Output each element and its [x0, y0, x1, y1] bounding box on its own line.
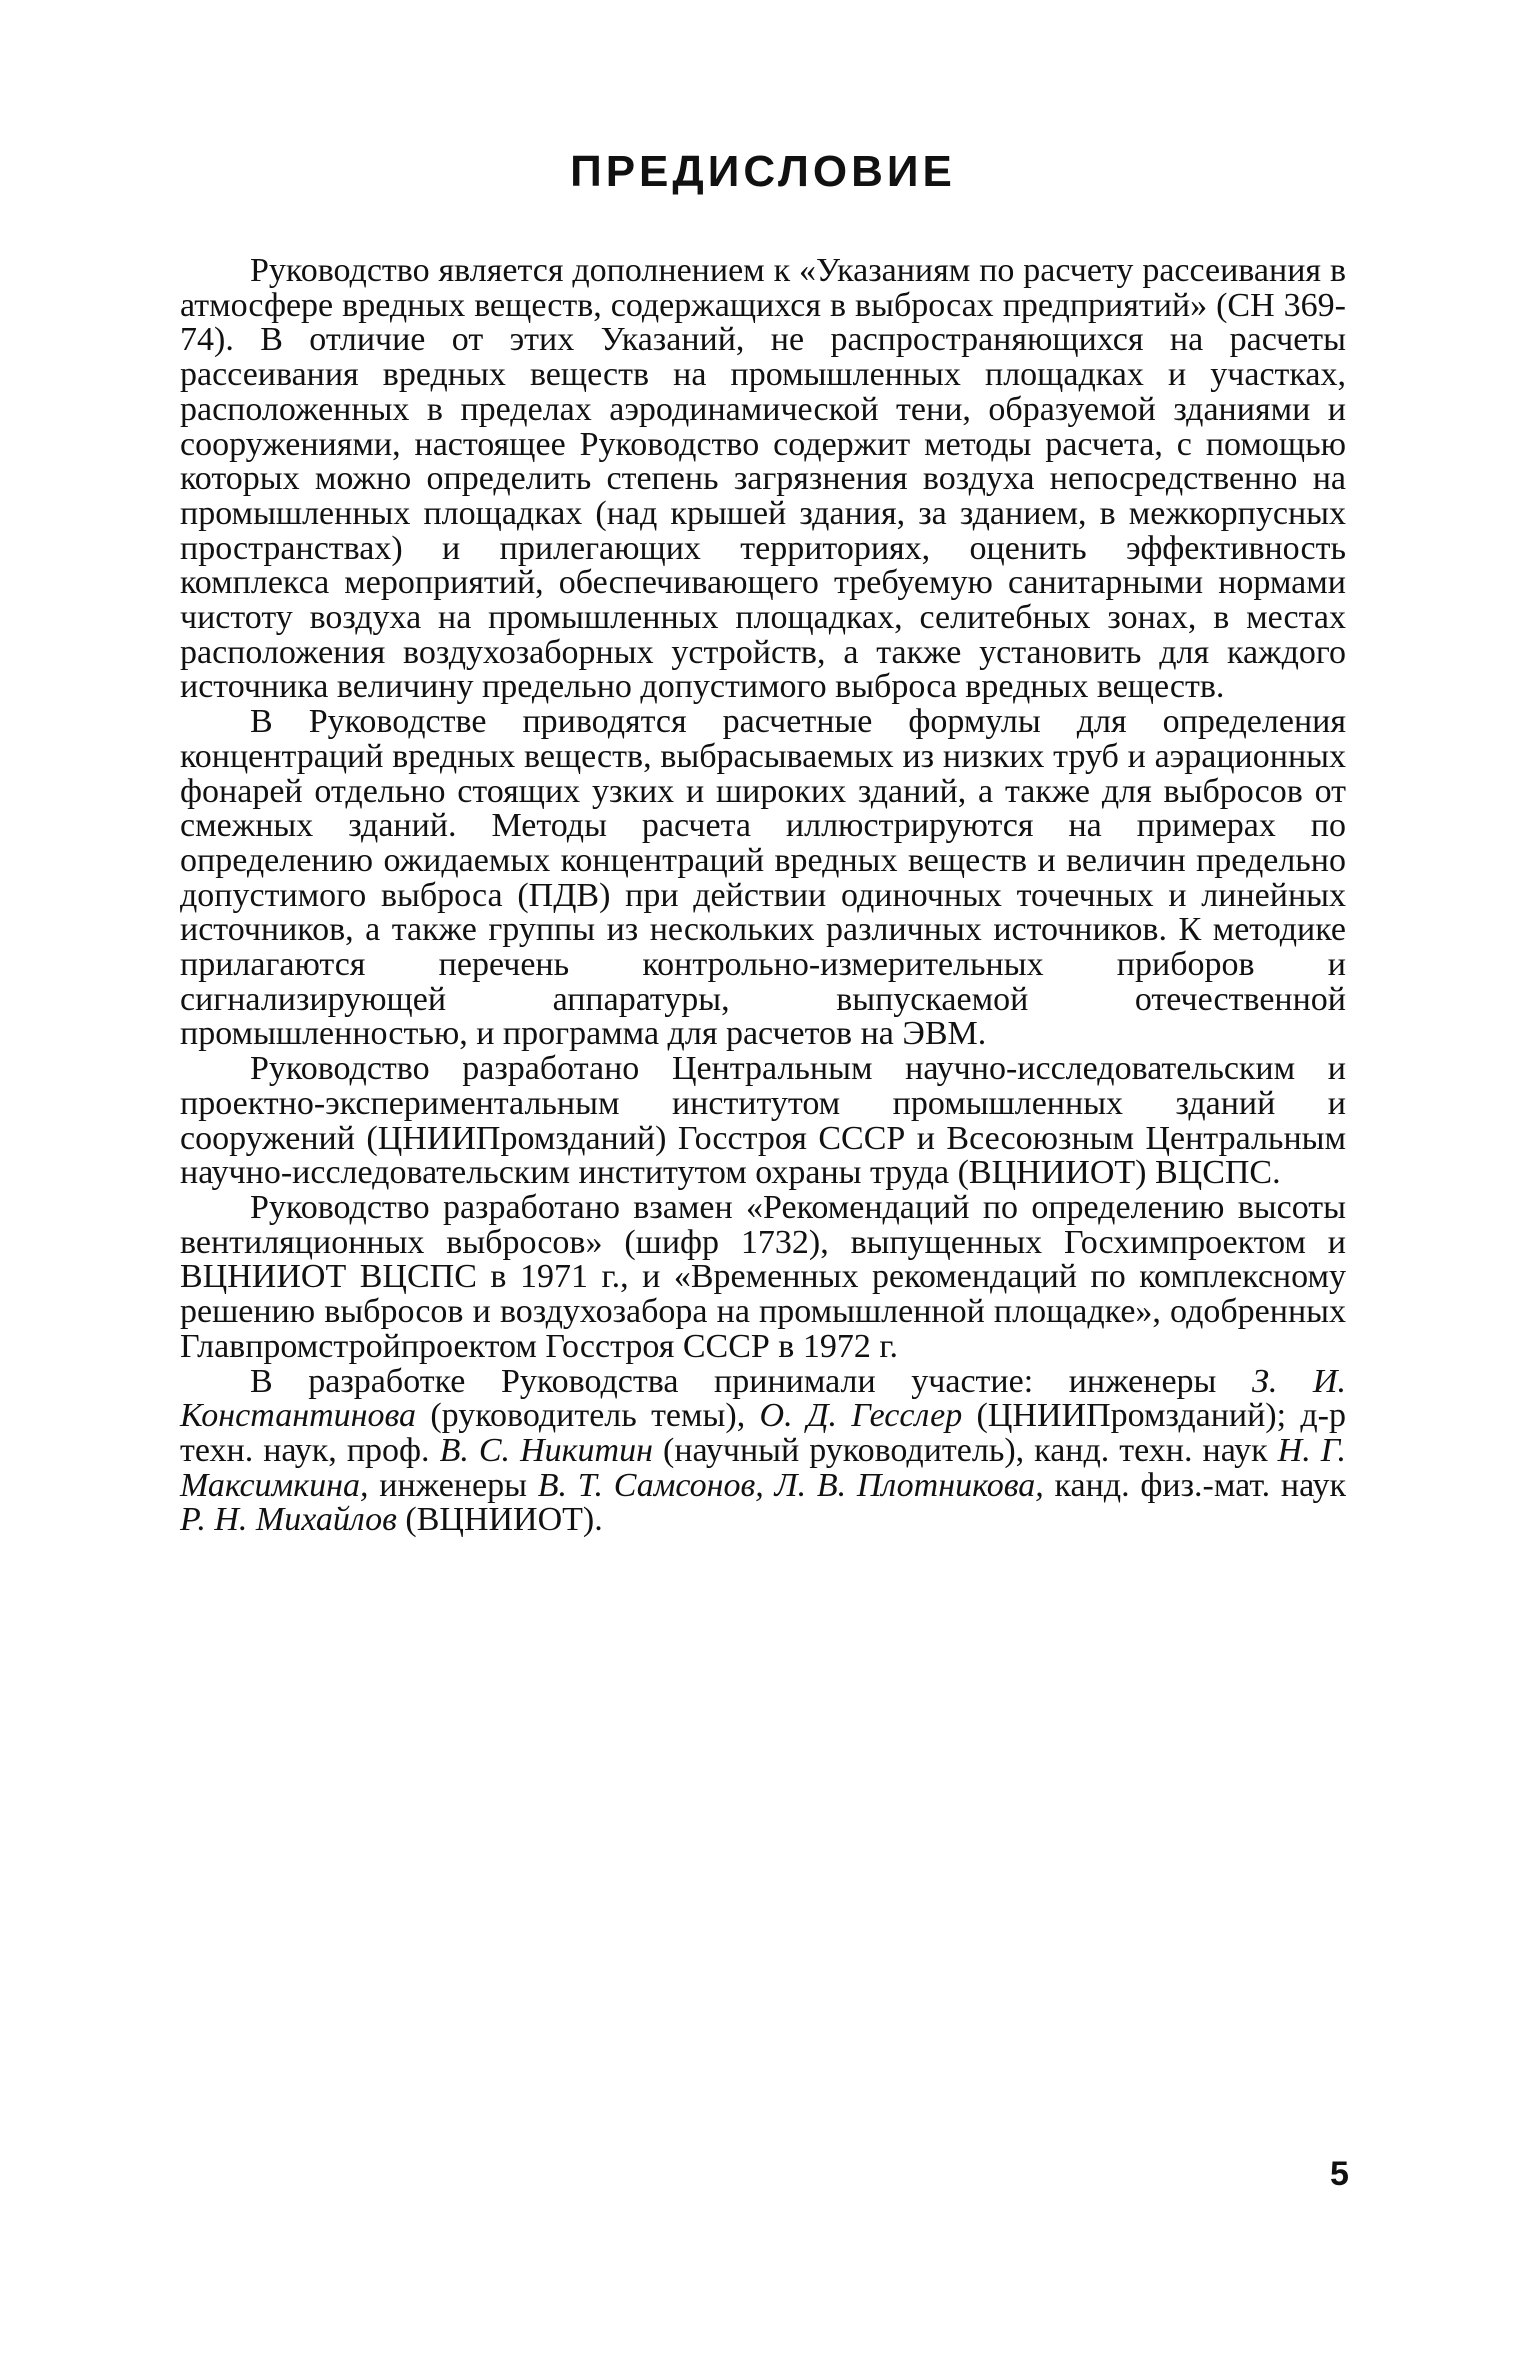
- author-samsonov-plotnikova: В. Т. Самсонов, Л. В. Плотникова,: [537, 1466, 1044, 1504]
- p5-text-3: (ЦНИИПромзданий); д-р техн. наук, проф.: [180, 1397, 1346, 1469]
- author-nikitin: В. С. Никитин: [439, 1431, 653, 1469]
- p5-text-6: канд. физ.-мат. наук: [1043, 1466, 1346, 1504]
- p5-text-1: В разработке Руководства принимали участие: инженеры: [250, 1362, 1252, 1400]
- paragraph-1: Руководство является дополнением к «Указаниям по расчету рассеивания в атмосфере вредных веществ, содержащихся в выбросах предприятий» (СН 369-74). В отличие от этих Указаний, не распространяющихся на расчеты рассеивания вредных веществ на промышленных площадках и участках, расположенных в пределах аэродинамической тени, образуемой зданиями и сооружениями, настоящее Руководство содержит методы расчета, с помощью которых можно определить степень загрязнения воздуха непосредственно на промышленных площадках (над крышей здания, за зданием, в межкорпусных пространствах) и прилегающих территориях, оценить эффективность комплекса мероприятий, обеспечивающего требуемую санитарными нормами чистоту воздуха на промышленных площадках, селитебных зонах, в местах расположения воздухозаборных устройств, а также установить для каждого источника величину предельно допустимого выброса вредных веществ.: [180, 252, 1346, 706]
- paragraph-5: [180, 1362, 1347, 1539]
- author-gessler: О. Д. Гесслер: [759, 1397, 963, 1435]
- preface-body: [180, 254, 1346, 1538]
- paragraph-2: В Руководстве приводятся расчетные формулы для определения концентраций вредных веществ, выбрасываемых из низких труб и аэрационных фонарей отдельно стоящих узких и широких зданий, а также для выбросов от смежных зданий. Методы расчета иллюстрируются на примерах по определению ожидаемых концентраций вредных веществ и величин предельно допустимого выброса (ПДВ) при действии одиночных точечных и линейных источников, а также группы из нескольких различных источников. К методике прилагаются перечень контрольно-измерительных приборов и сигнализирующей аппаратуры, выпускаемой отечественной промышленностью, и программа для расчетов на ЭВМ.: [180, 703, 1346, 1053]
- paragraph-3: Руководство разработано Центральным научно-исследовательским и проектно-экспериментальным институтом промышленных зданий и сооружений (ЦНИИПромзданий) Госстроя СССР и Всесоюзным Центральным научно-исследовательским институтом охраны труда (ВЦНИИОТ) ВЦСПС.: [180, 1050, 1346, 1192]
- p5-text-4: (научный руководитель), канд. техн. наук: [652, 1431, 1278, 1469]
- author-konstantinova: З. И. Константинова: [180, 1362, 1346, 1435]
- p5-text-2: (руководитель темы),: [416, 1397, 760, 1435]
- page-number: 5: [1330, 2155, 1349, 2193]
- document-page: [180, 147, 1347, 1539]
- author-mikhailov: Р. Н. Михайлов: [180, 1501, 397, 1539]
- p5-text-5: инженеры: [368, 1466, 538, 1504]
- author-maksimkina: Н. Г. Максимкина,: [180, 1431, 1347, 1504]
- page-title: ПРЕДИСЛОВИЕ: [570, 147, 956, 196]
- paragraph-4: Руководство разработано взамен «Рекомендаций по определению высоты вентиляционных выбросов» (шифр 1732), выпущенных Госхимпроектом и ВЦНИИОТ ВЦСПС в 1971 г., и «Временных рекомендаций по комплексному решению выбросов и воздухозабора на промышленной площадке», одобренных Главпромстройпроектом Госстроя СССР в 1972 г.: [180, 1188, 1346, 1365]
- p5-text-7: (ВЦНИИОТ).: [396, 1501, 603, 1539]
